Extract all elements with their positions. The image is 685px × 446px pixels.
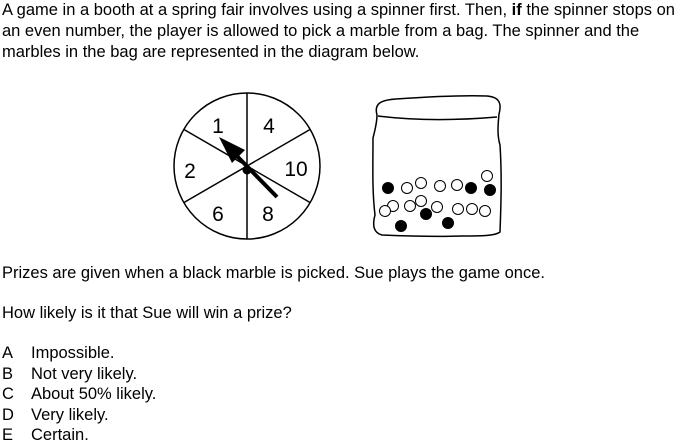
option-d[interactable] [2, 405, 156, 426]
intro-bold-if: if [511, 1, 522, 19]
option-letter: E [2, 426, 14, 445]
spinner-label-1: 1 [212, 115, 224, 138]
option-letter: D [2, 405, 14, 424]
marble-white [402, 183, 413, 194]
marble-black [396, 221, 407, 232]
marble-white [452, 180, 463, 191]
option-letter: B [2, 364, 14, 383]
marble-black [443, 218, 454, 229]
spinner-pivot [243, 166, 252, 175]
spinner [174, 93, 320, 239]
option-e[interactable] [2, 425, 156, 446]
marble-white [482, 171, 493, 182]
option-text: Not very likely. [31, 364, 138, 383]
marble-white [405, 201, 416, 212]
answer-options [2, 343, 156, 446]
marble-white [380, 206, 391, 217]
option-text: About 50% likely. [31, 385, 157, 404]
marble-white [467, 204, 478, 215]
option-a[interactable] [2, 343, 156, 364]
option-letter: C [2, 385, 14, 404]
marble-black [485, 185, 496, 196]
prizes-statement: Prizes are given when a black marble is picked. Sue plays the game once. [2, 264, 545, 282]
marble-white [453, 204, 464, 215]
question-text: How likely is it that Sue will win a prize? [2, 304, 292, 322]
marble-white [432, 202, 443, 213]
marble-black [421, 209, 432, 220]
option-text: Impossible. [31, 344, 115, 362]
marble-white [435, 181, 446, 192]
spinner-label-6: 6 [212, 203, 224, 226]
spinner-label-10: 10 [284, 158, 308, 181]
marble-white [416, 196, 427, 207]
spinner-label-8: 8 [262, 203, 274, 226]
marble-white [416, 178, 427, 189]
intro-text-part1: A game in a booth at a spring fair involves using a spinner first. Then, [2, 1, 512, 19]
option-text: Certain. [31, 426, 89, 445]
spinner-label-4: 4 [263, 115, 275, 138]
marble-white [480, 206, 491, 217]
marble-bag [373, 96, 501, 237]
marble-black [383, 183, 394, 194]
option-text: Very likely. [31, 405, 109, 424]
option-letter: A [2, 344, 14, 362]
option-b[interactable] [2, 364, 156, 385]
option-c[interactable] [2, 384, 156, 405]
marble-black [466, 183, 477, 194]
spinner-label-2: 2 [184, 160, 196, 183]
intro-text-part2: the spinner stops on an even number, the player is allowed to pick a marble from a bag. The spinner and the marbles in the bag are represented in the diagram below. [2, 1, 675, 61]
